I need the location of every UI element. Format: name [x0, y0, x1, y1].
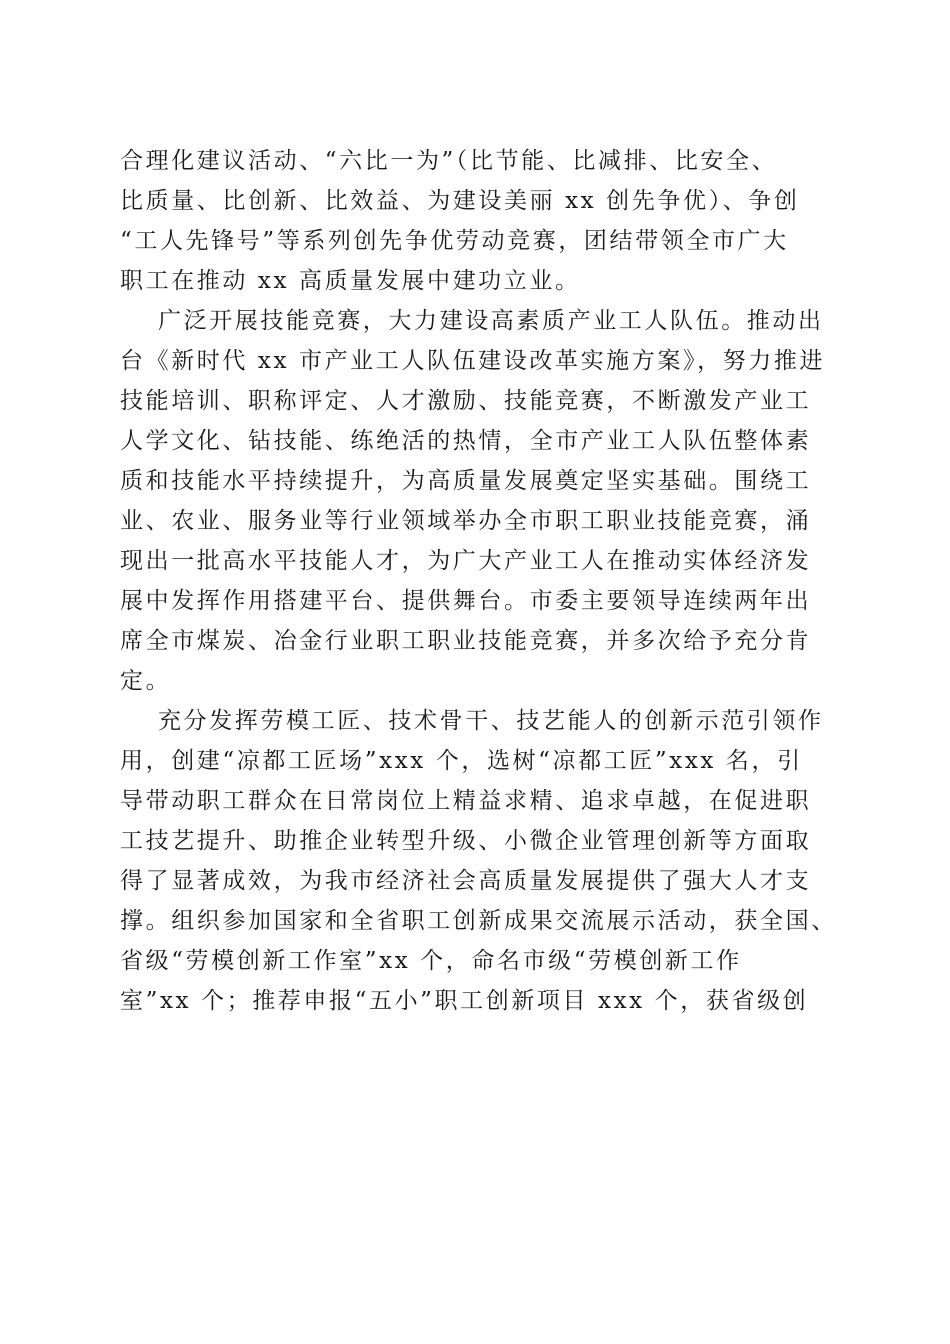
text-line: 室”xx 个；推荐申报“五小”职工创新项目 xxx 个，获省级创: [120, 988, 809, 1014]
text-line: 合理化建议活动、“六比一为”（比节能、比减排、比安全、: [120, 148, 778, 174]
text-line: 席全市煤炭、冶金行业职工职业技能竞赛，并多次给予充分肯: [120, 628, 812, 654]
text-line: 得了显著成效，为我市经济社会高质量发展提供了强大人才支: [120, 868, 812, 894]
text-line: 定。: [120, 668, 172, 694]
text-line: 职工在推动 xx 高质量发展中建功立业。: [120, 268, 581, 294]
paragraph-first-line: 充分发挥劳模工匠、技术骨干、技艺能人的创新示范引领作: [158, 708, 824, 734]
text-line: 比质量、比创新、比效益、为建设美丽 xx 创先争优）、争创: [120, 188, 800, 214]
text-line: 台《新时代 xx 市产业工人队伍建设改革实施方案》，努力推进: [120, 348, 826, 374]
text-line: 用，创建“凉都工匠场”xxx 个，选树“凉都工匠”xxx 名，引: [120, 748, 803, 774]
text-line: 省级“劳模创新工作室”xx 个，命名市级“劳模创新工作: [120, 948, 742, 974]
text-line: 展中发挥作用搭建平台、提供舞台。市委主要领导连续两年出: [120, 588, 812, 614]
paragraph-first-line: 广泛开展技能竞赛，大力建设高素质产业工人队伍。推动出: [158, 308, 824, 334]
text-line: 技能培训、职称评定、人才激励、技能竞赛，不断激发产业工: [120, 388, 812, 414]
text-line: 质和技能水平持续提升，为高质量发展奠定坚实基础。围绕工: [120, 468, 812, 494]
text-line: 业、农业、服务业等行业领域举办全市职工职业技能竞赛，涌: [120, 508, 812, 534]
text-line: “工人先锋号”等系列创先争优劳动竞赛，团结带领全市广大: [120, 228, 789, 254]
text-line: 工技艺提升、助推企业转型升级、小微企业管理创新等方面取: [120, 828, 812, 854]
text-line: 人学文化、钻技能、练绝活的热情，全市产业工人队伍整体素: [120, 428, 812, 454]
text-line: 撑。组织参加国家和全省职工创新成果交流展示活动，获全国、: [120, 908, 837, 934]
text-line: 现出一批高水平技能人才，为广大产业工人在推动实体经济发: [120, 548, 812, 574]
text-line: 导带动职工群众在日常岗位上精益求精、追求卓越，在促进职: [120, 788, 812, 814]
body-text: [120, 141, 837, 1021]
